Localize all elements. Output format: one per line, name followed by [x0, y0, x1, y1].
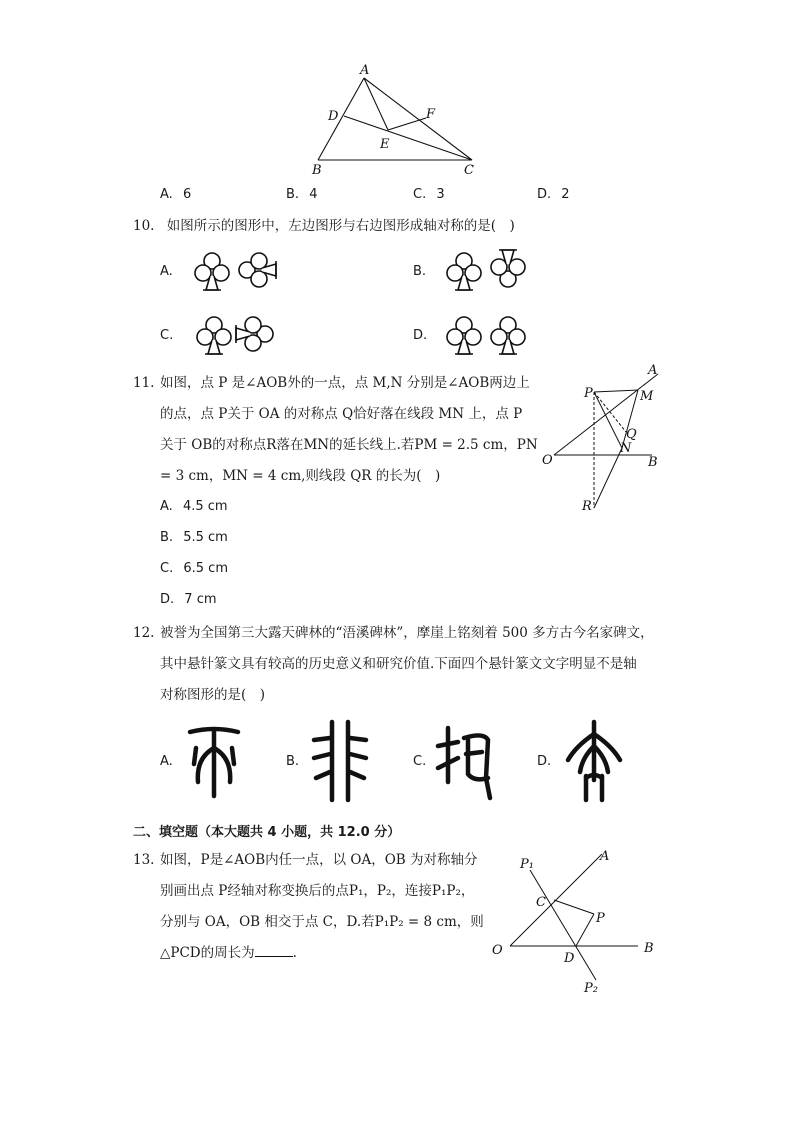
option-letter: C.	[160, 561, 174, 576]
q9-option-b[interactable]	[286, 187, 317, 202]
q11-option-c[interactable]	[160, 561, 228, 576]
q9-option-d[interactable]	[537, 187, 570, 202]
q9-triangle-figure	[300, 60, 500, 180]
option-letter: C.	[160, 328, 174, 343]
option-letter: D.	[413, 328, 428, 343]
q11-label-n: N	[620, 441, 632, 456]
q13-line-2: 别画出点 P经轴对称变换后的点P₁，P₂，连接P₁P₂，	[160, 883, 475, 899]
q12-option-a[interactable]	[160, 754, 173, 769]
q10-stem-line	[133, 217, 515, 235]
q10-club-pair-b-icon	[442, 248, 534, 296]
q12-glyph-c-icon	[434, 718, 494, 804]
option-letter: A.	[160, 264, 173, 279]
q12-line-3: 对称图形的是( )	[160, 687, 266, 703]
q9-label-e: E	[380, 137, 390, 152]
q13-angle-figure	[490, 849, 665, 997]
q13-label-a: A	[600, 849, 610, 864]
q13-label-c: C	[536, 895, 546, 910]
option-value: 4.5 cm	[182, 499, 228, 514]
q9-option-c[interactable]	[413, 187, 445, 202]
q11-label-r: R	[582, 499, 592, 514]
option-value: 7 cm	[184, 592, 217, 607]
option-letter: C.	[413, 187, 427, 202]
q11-label-o: O	[542, 453, 553, 468]
option-letter: B.	[286, 187, 300, 202]
q11-line-2: 的点，点 P关于 OA 的对称点 Q恰好落在线段 MN 上，点 P	[160, 406, 523, 422]
option-letter: A.	[160, 754, 173, 769]
q13-line-1: 如图，P是∠AOB内任一点，以 OA，OB 为对称轴分	[160, 852, 478, 868]
option-letter: B.	[160, 530, 174, 545]
q9-label-d: D	[328, 109, 339, 124]
q13-label-d: D	[564, 951, 575, 966]
q12-line-1: 被誉为全国第三大露天碑林的“浯溪碑林”，摩崖上铭刻着 500 多方古今名家碑文，	[160, 625, 654, 641]
q11-label-b: B	[648, 455, 658, 470]
q13-line-4-text: △PCD的周长为	[160, 945, 255, 961]
question-number: 11.	[133, 375, 155, 391]
option-value: 6.5 cm	[183, 561, 228, 576]
q10-option-a[interactable]	[160, 264, 173, 279]
section-heading: 二、填空题（本大题共 4 小题，共 12.0 分）	[133, 825, 401, 840]
q11-label-p: P	[584, 386, 593, 401]
q11-label-a: A	[648, 363, 658, 378]
question-stem: 如图所示的图形中，左边图形与右边图形成轴对称的是( )	[166, 218, 515, 234]
q13-tail: .	[292, 945, 297, 961]
q12-line-2: 其中悬针篆文具有较高的历史意义和研究价值.下面四个悬针篆文文字明显不是轴	[160, 656, 637, 672]
q9-option-a[interactable]	[160, 187, 191, 202]
q11-option-a[interactable]	[160, 499, 228, 514]
q12-glyph-a-icon	[186, 724, 242, 802]
q11-line-3: 关于 OB的对称点R落在MN的延长线上.若PM = 2.5 cm，PN	[160, 437, 538, 453]
q13-label-p1: P₁	[520, 857, 534, 872]
q11-line-4: = 3 cm，MN = 4 cm,则线段 QR 的长为( )	[160, 468, 441, 484]
q9-label-b: B	[312, 163, 322, 178]
q12-option-c[interactable]	[413, 754, 426, 769]
q11-line-1: 如图，点 P 是∠AOB外的一点，点 M,N 分别是∠AOB两边上	[160, 375, 530, 391]
q10-club-pair-c-icon	[192, 312, 284, 360]
q12-option-d[interactable]	[537, 754, 551, 769]
q11-number	[133, 374, 154, 392]
option-value: 5.5 cm	[183, 530, 228, 545]
option-letter: D.	[160, 592, 175, 607]
question-number: 12.	[133, 625, 155, 641]
q9-label-c: C	[464, 163, 474, 178]
q12-glyph-b-icon	[310, 718, 370, 804]
q10-club-pair-a-icon	[190, 248, 282, 296]
option-letter: A.	[160, 499, 173, 514]
q12-number	[133, 624, 154, 642]
q10-option-c[interactable]	[160, 328, 173, 343]
q11-option-b[interactable]	[160, 530, 228, 545]
q13-label-o: O	[492, 943, 503, 958]
q13-label-p: P	[596, 911, 605, 926]
q13-line-4	[160, 944, 297, 962]
q10-option-d[interactable]	[413, 328, 427, 343]
option-letter: B.	[286, 754, 300, 769]
option-letter: C.	[413, 754, 427, 769]
q11-option-d[interactable]	[160, 592, 217, 607]
q12-glyph-d-icon	[562, 720, 626, 804]
option-letter: D.	[537, 754, 552, 769]
q10-option-b[interactable]	[413, 264, 426, 279]
option-letter: D.	[537, 187, 552, 202]
option-value: 4	[309, 187, 318, 202]
question-number: 13.	[133, 852, 155, 868]
q9-label-a: A	[360, 63, 370, 78]
option-letter: B.	[413, 264, 427, 279]
option-letter: A.	[160, 187, 173, 202]
q13-label-b: B	[644, 941, 654, 956]
q11-angle-figure	[538, 362, 668, 517]
option-value: 2	[561, 187, 570, 202]
q13-number	[133, 851, 154, 869]
option-value: 3	[436, 187, 445, 202]
option-value: 6	[182, 187, 192, 202]
q10-club-pair-d-icon	[442, 312, 534, 360]
answer-blank[interactable]	[255, 944, 293, 957]
question-number: 10.	[133, 218, 155, 234]
q11-label-q: Q	[626, 427, 637, 442]
q13-label-p2: P₂	[584, 981, 598, 996]
q9-label-f: F	[426, 107, 436, 122]
q11-label-m: M	[640, 389, 654, 404]
q13-line-3: 分别与 OA，OB 相交于点 C，D.若P₁P₂ = 8 cm，则	[160, 914, 484, 930]
q12-option-b[interactable]	[286, 754, 299, 769]
